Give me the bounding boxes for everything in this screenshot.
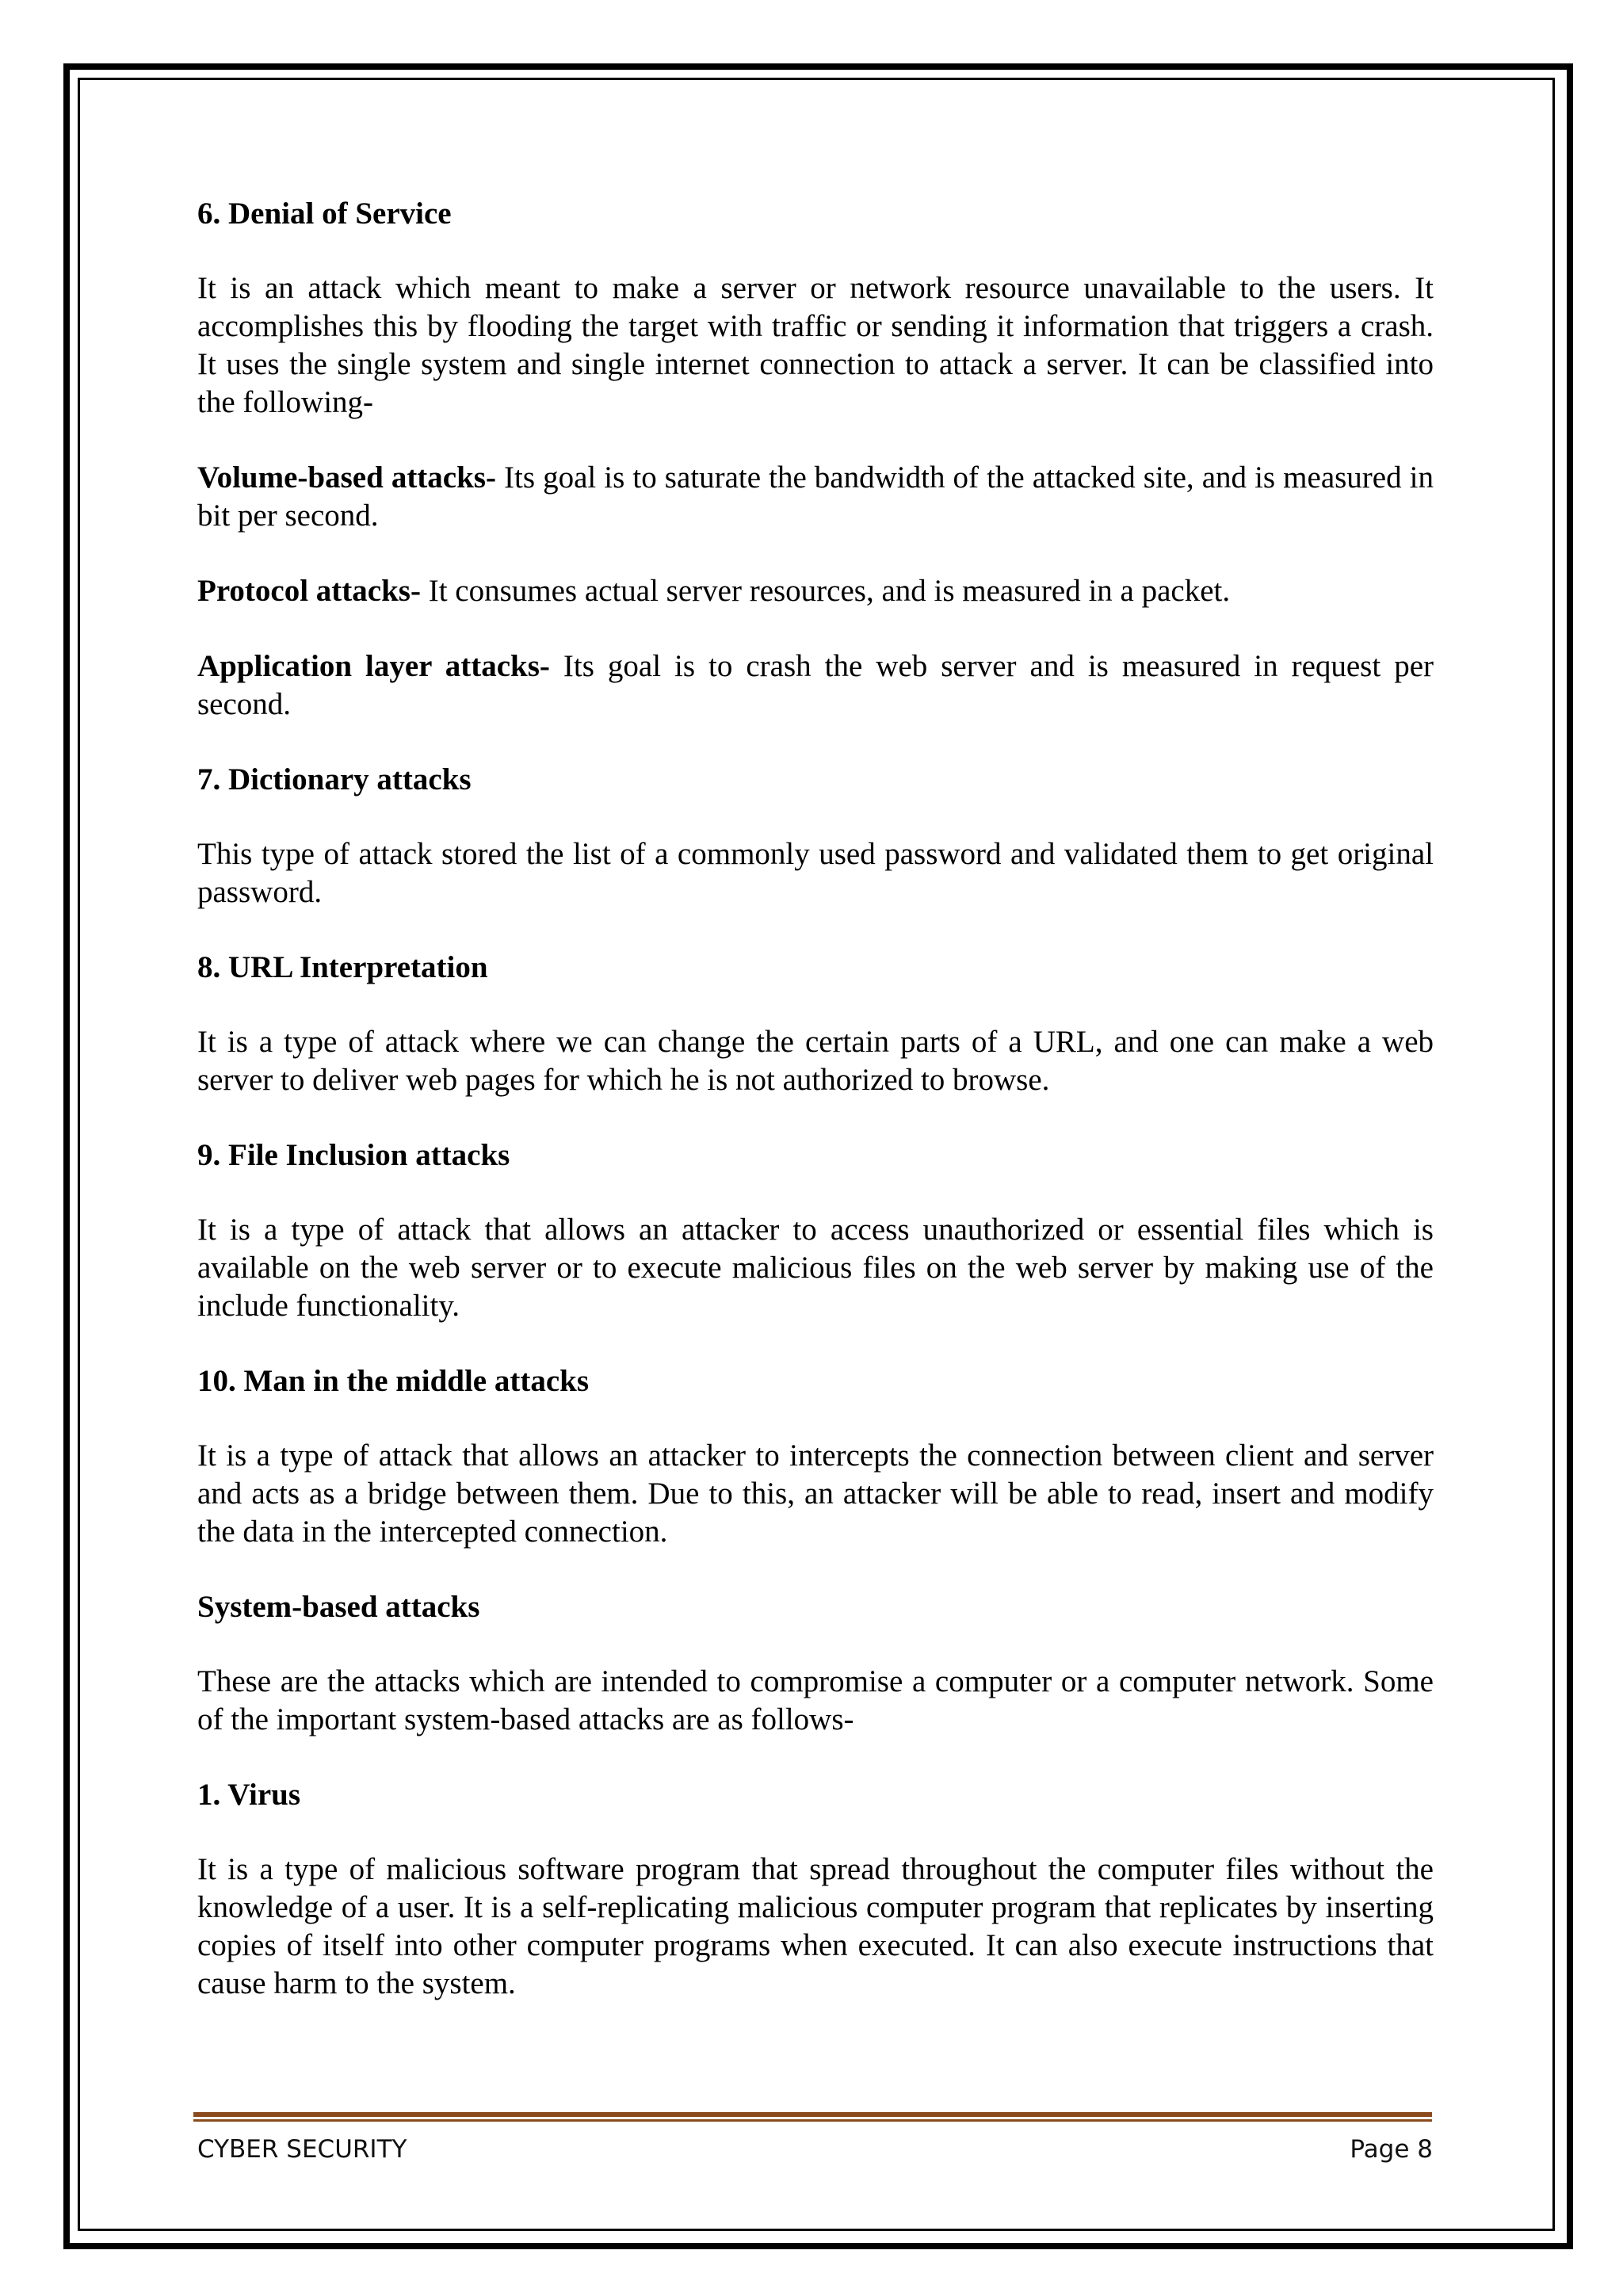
paragraph-protocol [197, 572, 1434, 610]
heading-url-interpretation: 8. URL Interpretation [197, 950, 488, 984]
heading-dictionary-attacks: 7. Dictionary attacks [197, 762, 472, 797]
heading-man-in-the-middle: 10. Man in the middle attacks [197, 1364, 590, 1398]
paragraph-dos-intro: It is an attack which meant to make a server or network resource unavailable to the users. It accomplishes this by flooding the target with traffic or sending it information that triggers a crash. It uses the single system and single internet connection to attack a server. It can be classified into the following- [197, 271, 1434, 419]
paragraph-man-in-the-middle: It is a type of attack that allows an attacker to intercepts the connection between client and server and acts as a bridge between them. Due to this, an attacker will be able to read, insert and modify the data in the intercepted connection. [197, 1438, 1434, 1549]
paragraph-system-based-attacks: These are the attacks which are intended to compromise a computer or a computer network. Some of the important system-based attacks are as follows- [197, 1664, 1434, 1736]
paragraph-file-inclusion: It is a type of attack that allows an attacker to access unauthorized or essential files which is available on the web server or to execute malicious files on the web server by making use of the include functionality. [197, 1213, 1434, 1323]
footer-rule-thin [193, 2119, 1432, 2122]
footer-rule [193, 2112, 1432, 2123]
text-protocol: It consumes actual server resources, and is measured in a packet. [420, 574, 1231, 608]
document-body [197, 195, 1434, 2040]
paragraph-url-interpretation: It is a type of attack where we can change the certain parts of a URL, and one can make a web server to deliver web pages for which he is not authorized to browse. [197, 1025, 1434, 1097]
text-volume-based: Its goal is to saturate the bandwidth of the attacked site, and is measured in bit per second. [197, 460, 1434, 533]
text-application-layer: Its goal is to crash the web server and is measured in request per second. [197, 649, 1434, 721]
footer-title: CYBER SECURITY [197, 2135, 407, 2164]
paragraph-virus: It is a type of malicious software program that spread throughout the computer files without the knowledge of a user. It is a self-replicating malicious computer program that replicates by inserting copies of itself into other computer programs when executed. It can also execute instructions that cause harm to the system. [197, 1852, 1434, 2000]
heading-file-inclusion: 9. File Inclusion attacks [197, 1138, 510, 1172]
term-protocol: Protocol attacks- [197, 574, 421, 608]
footer-page-number: Page 8 [1350, 2135, 1433, 2164]
paragraph-application-layer [197, 648, 1434, 724]
heading-system-based-attacks: System-based attacks [197, 1590, 480, 1624]
heading-virus: 1. Virus [197, 1778, 301, 1812]
term-application-layer: Application layer attacks- [197, 649, 550, 683]
heading-denial-of-service: 6. Denial of Service [197, 197, 452, 231]
term-volume-based: Volume-based attacks- [197, 460, 496, 495]
footer-rule-thick [193, 2112, 1432, 2117]
paragraph-dictionary-attacks: This type of attack stored the list of a commonly used password and validated them to get original password. [197, 837, 1434, 909]
paragraph-volume-based [197, 459, 1434, 535]
